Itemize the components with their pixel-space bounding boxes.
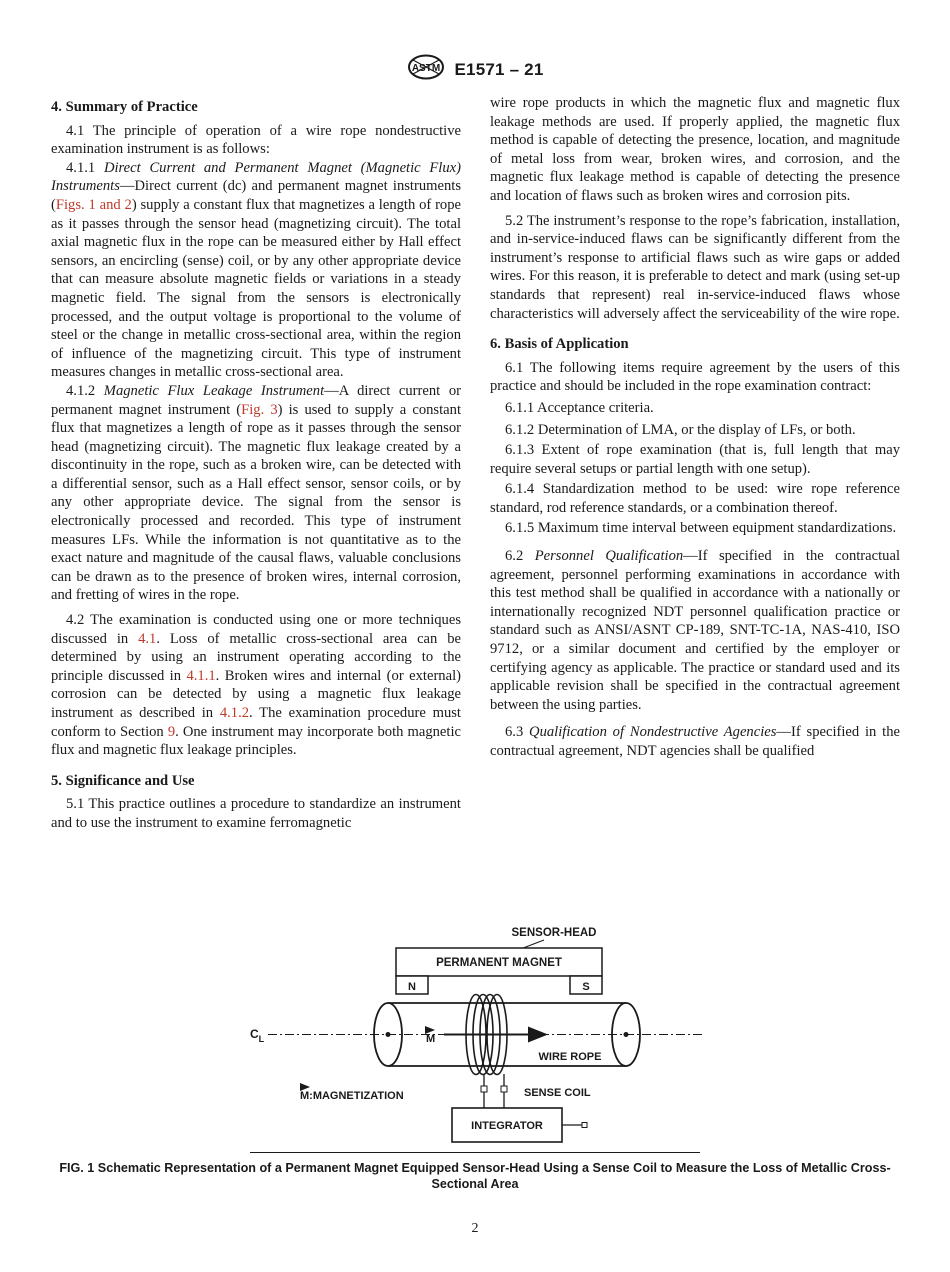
- paragraph-6-1-3: 6.1.3 Extent of rope examination (that is, full length that may require several setups or partial length with one setup).: [490, 442, 900, 477]
- right-column: [490, 94, 900, 761]
- standard-designation: E1571 – 21: [454, 59, 544, 79]
- link-figs-1-2[interactable]: Figs. 1 and 2: [55, 196, 132, 213]
- label-magnetization: M:MAGNETIZATION: [300, 1090, 404, 1102]
- integrator-output-terminal: [582, 1123, 587, 1128]
- section-5-heading: 5. Significance and Use: [51, 772, 195, 789]
- link-section-4-1-1[interactable]: 4.1.1: [186, 667, 216, 684]
- paragraph-5-2: 5.2 The instrument’s response to the rope’s fabrication, installation, and in-service-induced flaws can be significantly different from the instrument’s response to artificial flaws such as wire gaps or added wires. For this reason, it is preferable to detect and mark (using set-up standards that represent) real in-service-induced flaws whose characteristics will adversely affect the serviceability of the wire rope.: [490, 212, 900, 322]
- astm-logo: [407, 54, 445, 85]
- paragraph-6-3: 6.3 Qualification of Nondestructive Agencies—If specified in the contractual agreement, NDT agencies shall be qualified: [490, 724, 900, 759]
- paragraph-6-1-2: 6.1.2 Determination of LMA, or the display of LFs, or both.: [505, 421, 856, 438]
- paragraph-4-1-1-title: Direct Current and Permanent Magnet (Magnetic Flux) Instruments: [51, 159, 461, 195]
- paragraph-4-1-1: 4.1.1 Direct Current and Permanent Magnet (Magnetic Flux) Instruments—Direct current (dc) and permanent magnet instruments (Figs. 1 and 2) supply a constant flux that magnetizes a length of rope as it passes through the sensor head (magnetizing circuit). The total axial magnetic flux in the rope can be measured either by Hall effect sensors, an encircling (sense) coil, or by any other appropriate device that can measure absolute magnetic fields or variations in a steady magnetic field. The signal from the sensors is electronically processed, and the output voltage is proportional to the volume of steel or the change in metallic cross-sectional area, within the region of influence of the magnetizing circuit. This type of instrument measures changes in metallic cross-sectional area.: [51, 159, 461, 381]
- paragraph-6-3-title: Qualification of Nondestructive Agencies: [529, 724, 777, 741]
- link-section-4-1[interactable]: 4.1: [138, 630, 157, 647]
- paragraph-5-1-continued: wire rope products in which the magnetic flux and magnetic flux leakage methods are used. If properly applied, the magnetic flux method is capable of detecting the presence, location, and magnitude of metal loss from wear, broken wires, and corrosion, and the magnetic flux leakage method is capable of detecting the presence and location of flaws such as broken wires and corrosion pits.: [490, 95, 900, 204]
- paragraph-6-2: 6.2 Personnel Qualification—If specified in the contractual agreement, personnel performing examinations in accordance with this test method shall be qualified in accordance with a nationally or internationally recognized NDT personnel qualification practice or standard such as ANSI/ASNT CP-189, SNT-TC-1A, NAS-410, ISO 9712, or a similar document and certified by the employer or certifying agency as applicable. The practice or standard used and its applicable revision shall be specified in the contractual agreement between the using parties.: [490, 548, 900, 713]
- centerline-dot-right: [624, 1032, 629, 1037]
- label-m-vector: M: [426, 1033, 436, 1045]
- logo-text: ASTM: [411, 63, 440, 74]
- paragraph-6-2-title: Personnel Qualification: [534, 548, 684, 565]
- paragraph-6-1-1: 6.1.1 Acceptance criteria.: [505, 399, 654, 416]
- paragraph-6-1-4: 6.1.4 Standardization method to be used: wire rope reference standard, rod reference standards, or a combination thereof.: [490, 481, 900, 516]
- page-number: 2: [471, 1221, 479, 1236]
- link-fig-3[interactable]: Fig. 3: [241, 401, 278, 418]
- page-header: [0, 54, 950, 85]
- figure-1-diagram: [240, 918, 720, 1154]
- centerline-dot-left: [386, 1032, 391, 1037]
- coil-terminal-2: [501, 1086, 507, 1092]
- link-section-4-1-2[interactable]: 4.1.2: [219, 705, 250, 721]
- left-column: [51, 94, 461, 833]
- label-sensor-head: SENSOR-HEAD: [511, 927, 597, 939]
- figure-rule: [250, 1152, 700, 1153]
- paragraph-5-1: 5.1 This practice outlines a procedure to standardize an instrument and to use the instrument to examine ferromagnetic: [51, 796, 461, 831]
- label-pole-s: S: [582, 981, 590, 993]
- label-wire-rope: WIRE ROPE: [538, 1051, 602, 1063]
- label-centerline: $C_L$: [250, 1027, 265, 1044]
- coil-terminal-1: [481, 1086, 487, 1092]
- figure-1-caption: FIG. 1 Schematic Representation of a Permanent Magnet Equipped Sensor-Head Using a Sense Coil to Measure the Loss of Metallic Cross-Sectional Area: [59, 1161, 891, 1191]
- section-6-heading: 6. Basis of Application: [490, 336, 629, 353]
- label-sense-coil: SENSE COIL: [524, 1087, 591, 1099]
- label-pole-n: N: [408, 981, 416, 993]
- paragraph-4-1-2: 4.1.2 Magnetic Flux Leakage Instrument—A direct current or permanent magnet instrument (Fig. 3) is used to supply a constant flux that magnetizes a length of rope as it passes through the sensor head (magnetizing circuit). The magnetic flux leakage created by a discontinuity in the rope, such as a broken wire, can be detected with a differential sensor, such as a Hall effect sensor, sensor coils, or by any other appropriate device. The signal from the sensor is electronically processed and recorded. This type of instrument measures LFs. While the information is not quantitative as to the exact nature and magnitude of the causal flaws, valuable conclusions can be drawn as to the presence of broken wires, internal corrosion, and fretting of wires in the rope.: [51, 382, 461, 604]
- paragraph-4-1: 4.1 The principle of operation of a wire rope nondestructive examination instrument is as follows:: [51, 122, 461, 158]
- paragraph-4-2: 4.2 The examination is conducted using one or more techniques discussed in 4.1. Loss of metallic cross-sectional area can be determined by using an instrument operating according to the principle discussed in 4.1.1. Broken wires and internal (or external) corrosion can be detected by using a magnetic flux leakage instrument as described in 4.1.2. The examination procedure must conform to Section 9. One instrument may incorporate both magnetic flux and magnetic flux leakage principles.: [51, 612, 461, 759]
- paragraph-4-1-2-title: Magnetic Flux Leakage Instrument: [103, 382, 325, 399]
- label-integrator: INTEGRATOR: [471, 1120, 543, 1132]
- section-4-heading: 4. Summary of Practice: [51, 99, 198, 115]
- paragraph-6-1: 6.1 The following items require agreement by the users of this practice and should be included in the rope examination contract:: [490, 359, 900, 395]
- label-permanent-magnet: PERMANENT MAGNET: [436, 957, 562, 969]
- paragraph-6-1-5: 6.1.5 Maximum time interval between equipment standardizations.: [505, 520, 897, 537]
- link-section-9[interactable]: 9: [167, 723, 176, 740]
